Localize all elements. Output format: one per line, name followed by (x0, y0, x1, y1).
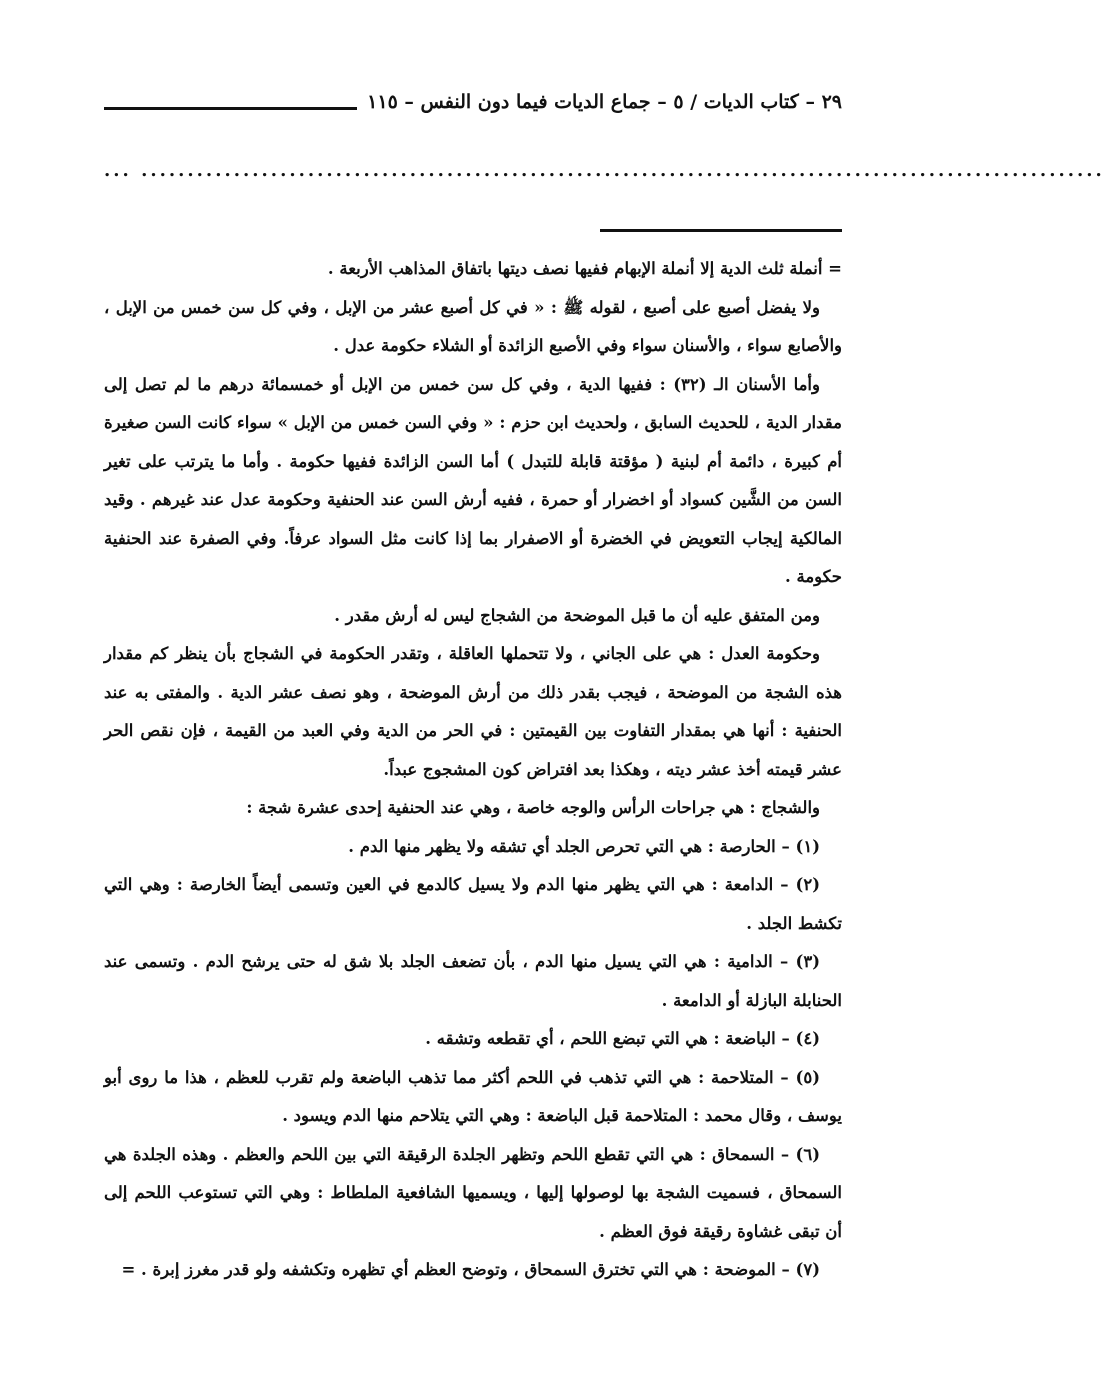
footnote-separator (600, 229, 842, 232)
list-item: (٦) – السمحاق : هي التي تقطع اللحم وتظهر الجلدة الرقيقة التي بين اللحم والعظم . وهذه الجلدة هي السمحاق ، فسميت الشجة بها لوصولها إليها ، ويسميها الشافعية الملطاط : وهي التي تستوعب اللحم إلى أن تبقى غشاوة رقيقة فوق العظم . (104, 1144, 842, 1241)
footnote-body (104, 250, 842, 1290)
list-item: (٣) – الدامية : هي التي يسيل منها الدم ، بأن تضعف الجلد بلا شق له حتى يرشح الدم . وتسمى عند الحنابلة البازلة أو الدامعة . (104, 952, 842, 1010)
paragraph: وحكومة العدل : هي على الجاني ، ولا تتحملها العاقلة ، وتقدر الحكومة في الشجاج بأن ينظر كم مقدار هذه الشجة من الموضحة ، فيجب بقدر ذلك من أرش الموضحة ، وهو نصف عشر الدية . والمفتى به عند الحنفية : أنها هي بمقدار التفاوت بين القيمتين : في الحر من الدية وفي العبد من القيمة ، فإن نقص الحر عشر قيمته أخذ عشر ديته ، وهكذا بعد افتراض كون المشجوج عبداً. (104, 644, 843, 779)
list-item: (٧) – الموضحة : هي التي تخترق السمحاق ، وتوضح العظم أي تظهره وتكشفه ولو قدر مغرز إبرة . = (121, 1260, 820, 1279)
paragraph: والشجاج : هي جراحات الرأس والوجه خاصة ، وهي عند الحنفية إحدى عشرة شجة : (246, 798, 820, 817)
ellipsis-row: ... ........................................................................................................ (104, 160, 1105, 181)
paragraph: ومن المتفق عليه أن ما قبل الموضحة من الشجاج ليس له أرش مقدر . (334, 605, 820, 625)
paragraph: = أنملة ثلث الدية إلا أنملة الإبهام ففيها نصف ديتها باتفاق المذاهب الأربعة . (327, 259, 842, 278)
header-title: ٢٩ – كتاب الديات / ٥ – جماع الديات فيما دون النفس – ١١٥ (367, 91, 842, 113)
list-item: (١) – الحارصة : هي التي تحرص الجلد أي تشقه ولا يظهر منها الدم . (348, 836, 820, 856)
list-item: (٤) – الباضعة : هي التي تبضع اللحم ، أي تقطعه وتشقه . (425, 1029, 820, 1048)
paragraph: ولا يفضل أصبع على أصبع ، لقوله ﷺ : « في كل أصبع عشر من الإبل ، وفي كل سن خمس من الإبل ، والأصابع سواء ، والأسنان سواء وفي الأصبع الزائدة أو الشلاء حكومة عدل . (104, 297, 842, 355)
paragraph: وأما الأسنان الـ (٣٢) : ففيها الدية ، وفي كل سن خمس من الإبل أو خمسمائة درهم ما لم تصل إلى مقدار الدية ، للحديث السابق ، ولحديث ابن حزم : « وفي السن خمس من الإبل » سواء كانت السن صغيرة أم كبيرة ، دائمة أم لبنية ( مؤقتة قابلة للتبدل ) أما السن الزائدة ففيها حكومة . وأما ما يترتب على تغير السن من الشَّين كسواد أو اخضرار أو حمرة ، ففيه أرش السن عند الحنفية وحكومة عدل عند غيرهم . وقيد المالكية إيجاب التعويض في الخضرة أو الاصفرار بما إذا كانت مثل السواد عرفاً. وفي الصفرة عند الحنفية حكومة . (104, 374, 842, 586)
running-header (104, 84, 842, 120)
list-item: (٢) – الدامعة : هي التي يظهر منها الدم ولا يسيل كالدمع في العين وتسمى أيضاً الخارصة : وهي التي تكشط الجلد . (104, 875, 842, 933)
header-rule (104, 107, 357, 110)
list-item: (٥) – المتلاحمة : هي التي تذهب في اللحم أكثر مما تذهب الباضعة ولم تقرب للعظم ، هذا ما روى أبو يوسف ، وقال محمد : المتلاحمة قبل الباضعة : وهي التي يتلاحم منها الدم ويسود . (104, 1067, 842, 1125)
